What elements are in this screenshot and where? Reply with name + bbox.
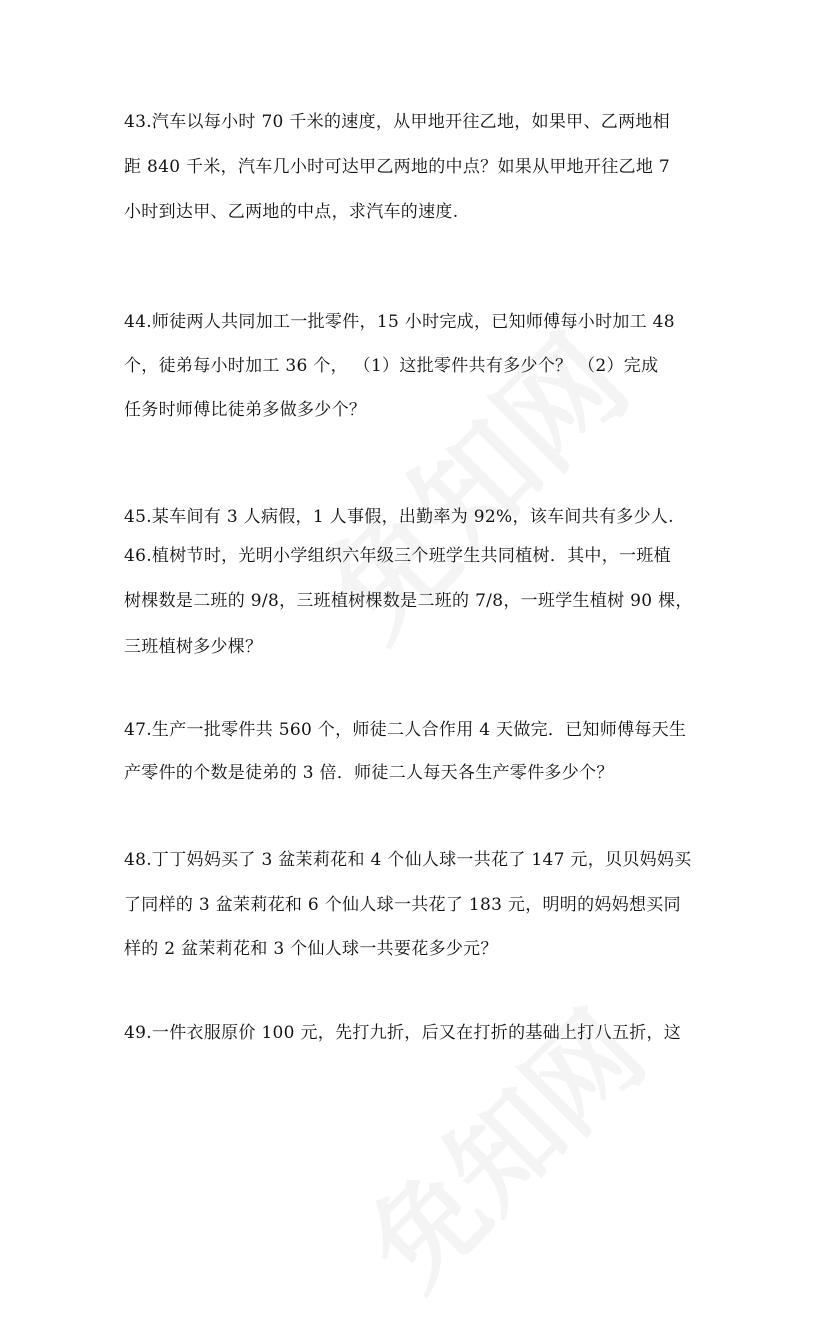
problem-line: 个，徒弟每小时加工 36 个， （1）这批零件共有多少个？ （2）完成 — [124, 356, 659, 376]
problem-line: 样的 2 盆茉莉花和 3 个仙人球一共要花多少元？ — [124, 939, 498, 959]
problem-line: 产零件的个数是徒弟的 3 倍．师徒二人每天各生产零件多少个？ — [124, 763, 614, 783]
problem-line: 44.师徒两人共同加工一批零件，15 小时完成，已知师傅每小时加工 48 — [124, 312, 675, 332]
problem-line: 了同样的 3 盆茉莉花和 6 个仙人球一共花了 183 元，明明的妈妈想买同 — [124, 895, 681, 915]
problem-line: 小时到达甲、乙两地的中点，求汽车的速度. — [124, 202, 459, 222]
problem-line: 48.丁丁妈妈买了 3 盆茉莉花和 4 个仙人球一共花了 147 元，贝贝妈妈买 — [124, 850, 692, 870]
problem-line: 46.植树节时，光明小学组织六年级三个班学生共同植树．其中，一班植 — [124, 546, 671, 566]
problem-line: 树棵数是二班的 9/8，三班植树棵数是二班的 7/8，一班学生植树 90 棵， — [124, 591, 693, 611]
problem-line: 距 840 千米，汽车几小时可达甲乙两地的中点？如果从甲地开往乙地 7 — [124, 157, 670, 177]
problem-line: 49.一件衣服原价 100 元，先打九折，后又在打折的基础上打八五折，这 — [124, 1023, 682, 1043]
problem-line: 45.某车间有 3 人病假，1 人事假，出勤率为 92%，该车间共有多少人. — [124, 507, 674, 527]
problem-line: 任务时师傅比徒弟多做多少个？ — [124, 400, 367, 420]
problem-line: 43.汽车以每小时 70 千米的速度，从甲地开往乙地，如果甲、乙两地相 — [124, 112, 670, 132]
problem-line: 三班植树多少棵？ — [124, 637, 263, 657]
problem-line: 47.生产一批零件共 560 个，师徒二人合作用 4 天做完．已知师傅每天生 — [124, 720, 687, 740]
